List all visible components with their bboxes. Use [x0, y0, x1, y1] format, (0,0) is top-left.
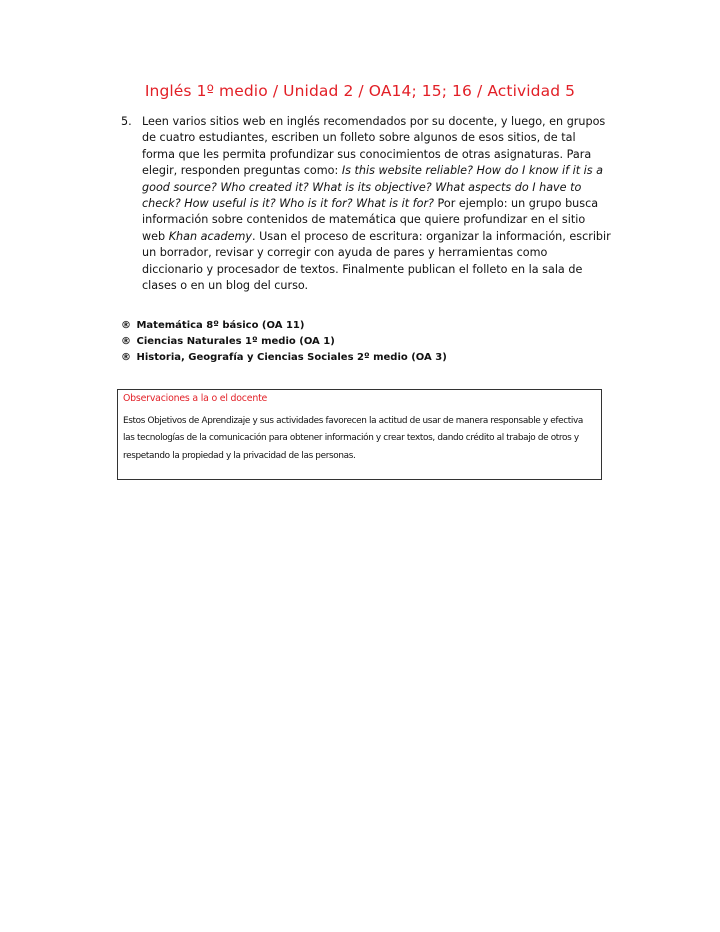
guiding-questions: Is this website reliable? How do I know if it is a good source? Who created it? What is its objective? What aspects do I have to check? How useful is it? Who is it for? What is it for?	[142, 164, 603, 211]
registered-icon: ®	[121, 320, 131, 331]
link-item	[121, 350, 447, 366]
link-item	[121, 334, 447, 350]
link-item	[121, 318, 447, 334]
link-label: Matemática 8º básico (OA 11)	[136, 320, 305, 331]
website-name: Khan academy	[168, 229, 252, 243]
observations-body: Estos Objetivos de Aprendizaje y sus actividades favorecen la actitud de usar de manera responsable y efectiva las tecnologías de la comunicación para obtener información y crear textos, dando crédito al trabajo de otros y respetando la propiedad y la privacidad de las personas.	[123, 416, 584, 461]
page-title: Inglés 1º medio / Unidad 2 / OA14; 15; 16 / Actividad 5	[144, 82, 576, 100]
cross-curricular-links	[121, 318, 447, 367]
activity-item	[121, 114, 611, 294]
registered-icon: ®	[121, 336, 131, 348]
link-label: Ciencias Naturales 1º medio (OA 1)	[136, 336, 335, 348]
observations-box	[117, 389, 602, 480]
link-label: Historia, Geografía y Ciencias Sociales 2º medio (OA 3)	[136, 352, 447, 364]
observations-title: Observaciones a la o el docente	[123, 393, 268, 404]
activity-description	[142, 114, 611, 294]
registered-icon: ®	[121, 352, 131, 364]
activity-number: 5.	[121, 115, 132, 128]
activity-text-example: Por ejemplo: un grupo busca información sobre contenidos de matemática que quiere profundizar en el sitio web	[142, 197, 599, 243]
activity-text-process: . Usan el proceso de escritura: organizar la información, escribir un borrador, revisar y corregir con ayuda de pares y herramientas como diccionario y procesador de textos. Finalmente publican el folleto en la sala de clases o en un blog del curso.	[142, 229, 611, 293]
activity-text-intro: Leen varios sitios web en inglés recomendados por su docente, y luego, en grupos de cuatro estudiantes, escriben un folleto sobre algunos de esos sitios, de tal forma que les permita profundizar sus conocimientos de otras asignaturas. Para elegir, responden preguntas como:	[142, 115, 606, 178]
